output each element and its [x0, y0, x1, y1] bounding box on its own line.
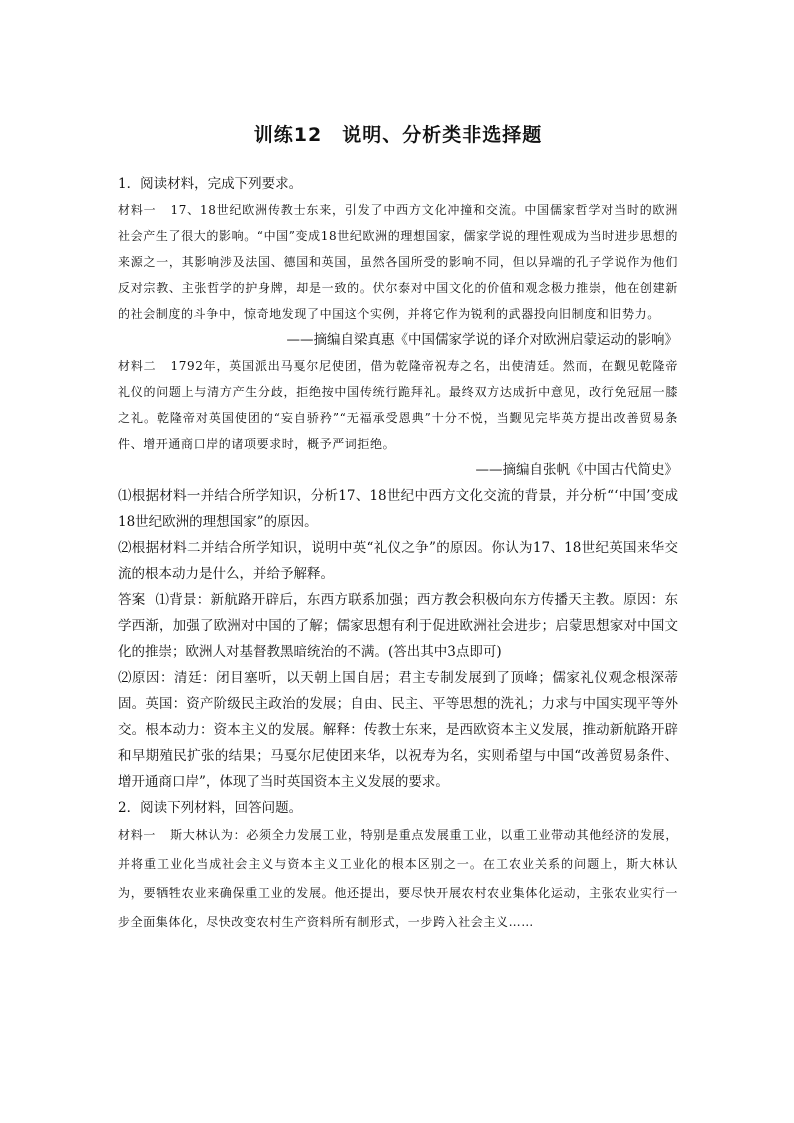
q1-material-1-source: ——摘编自梁真惠《中国儒家学说的译介对欧洲启蒙运动的影响》: [286, 332, 678, 348]
material-label: 材料一: [118, 203, 157, 217]
document-page: [118, 120, 678, 937]
material-text: 斯大林认为：必须全力发展工业，特别是重点发展重工业，以重工业带动其他经济的发展，并将重工业化当成社会主义与资本主义工业化的根本区别之一。在工农业关系的问题上，斯大林认为，要牺牲农业来确保重工业的发展。他还提出，要尽快开展农村农业集体化运动，主张农业实行一步全面集体化，尽快改变农村生产资料所有制形式，一步跨入社会主义……: [118, 828, 678, 929]
q1-material-2-source: ——摘编自张帆《中国古代简史》: [475, 462, 678, 478]
answer-label: 答案: [118, 592, 146, 608]
question-1-prompt: 1．阅读材料，完成下列要求。: [118, 176, 303, 192]
material-label: 材料一: [118, 828, 157, 842]
material-text: 17、18世纪欧洲传教士东来，引发了中西方文化冲撞和交流。中国儒家哲学对当时的欧洲社会产生了很大的影响。“中国”变成18世纪欧洲的理想国家，儒家学说的理性观成为当时进步思想的来源之一，其影响涉及法国、德国和英国，虽然各国所受的影响不同，但以异端的孔子学说作为他们反对宗教、主张哲学的护身牌，却是一致的。伏尔泰对中国文化的价值和观念极力推崇，他在创建新的社会制度的斗争中，惊奇地发现了中国这个实例，并将它作为锐利的武器投向旧制度和旧势力。: [118, 203, 678, 321]
q1-subquestion-2: ⑵根据材料二并结合所学知识，说明中英“礼仪之争”的原因。你认为17、18世纪英国来华交流的根本动力是什么，并给予解释。: [118, 540, 678, 582]
q1-subquestion-1: ⑴根据材料一并结合所学知识，分析17、18世纪中西方文化交流的背景，并分析“‘中国’变成18世纪欧洲的理想国家”的原因。: [118, 488, 678, 530]
q1-material-2: [118, 353, 678, 457]
answer-text: ⑴背景：新航路开辟后，东西方联系加强；西方教会积极向东方传播天主教。原因：东学西渐，加强了欧洲对中国的了解；儒家思想有利于促进欧洲社会进步；启蒙思想家对中国文化的推崇；欧洲人对基督教黑暗统治的不满。(答出其中3点即可): [118, 592, 679, 660]
q1-answer-1: [118, 587, 678, 665]
material-text: 1792年，英国派出马戛尔尼使团，借为乾隆帝祝寿之名，出使清廷。然而，在觐见乾隆帝礼仪的问题上与清方产生分歧，拒绝按中国传统行跪拜礼。最终双方达成折中意见，改行免冠屈一膝之礼。乾隆帝对英国使团的“妄自骄矜”“无福承受恩典”十分不悦，当觐见完毕英方提出改善贸易条件、增开通商口岸的诸项要求时，概予严词拒绝。: [118, 359, 678, 451]
q1-answer-2: ⑵原因：清廷：闭目塞听，以天朝上国自居；君主专制发展到了顶峰；儒家礼仪观念根深蒂固。英国：资产阶级民主政治的发展；自由、民主、平等思想的洗礼；力求与中国实现平等外交。根本动力：资本主义的发展。解释：传教士东来，是西欧资本主义发展，推动新航路开辟和早期殖民扩张的结果；马戛尔尼使团来华，以祝寿为名，实则希望与中国“改善贸易条件、增开通商口岸”，体现了当时英国资本主义发展的要求。: [118, 670, 678, 790]
q1-material-1: [118, 197, 678, 327]
material-label: 材料二: [118, 359, 157, 373]
q2-material-1: [118, 821, 678, 937]
page-title: 训练12 说明、分析类非选择题: [253, 124, 543, 146]
question-2-prompt: 2．阅读下列材料，回答问题。: [118, 800, 303, 816]
